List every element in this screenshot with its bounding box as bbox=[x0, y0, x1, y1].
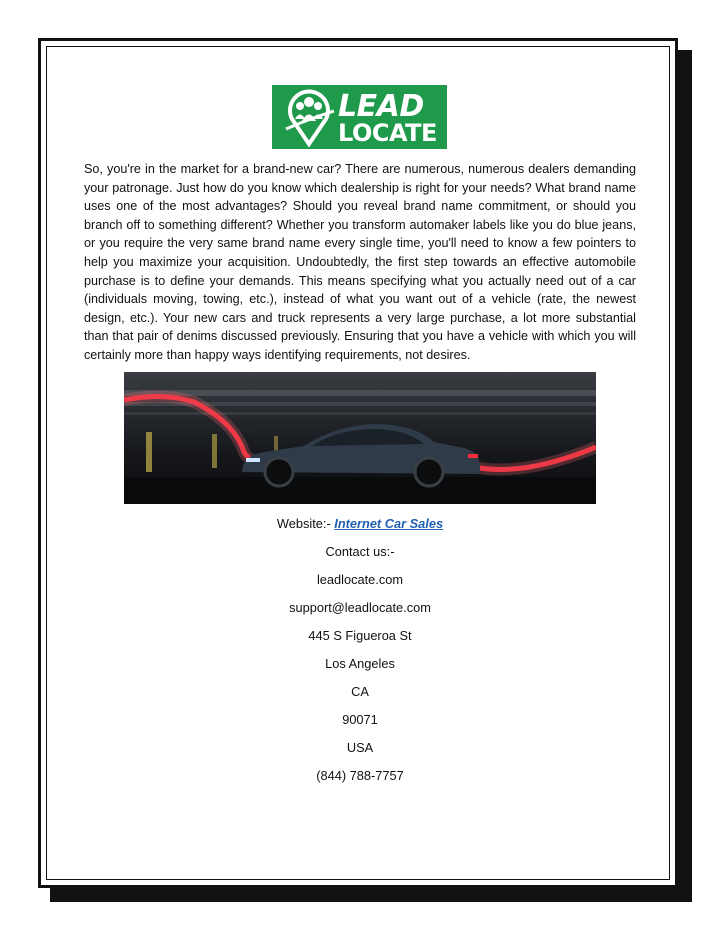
domain-text: leadlocate.com bbox=[316, 572, 404, 587]
car-illustration bbox=[124, 372, 596, 504]
location-pin-people-icon bbox=[280, 89, 338, 147]
logo-word-lead: LEAD bbox=[338, 89, 424, 124]
city-text: Los Angeles bbox=[325, 656, 395, 671]
email-text: support@leadlocate.com bbox=[289, 600, 431, 615]
internet-car-sales-link[interactable]: Internet Car Sales bbox=[334, 516, 444, 531]
street-text: 445 S Figueroa St bbox=[308, 628, 412, 643]
car-photo bbox=[124, 372, 596, 504]
lead-locate-logo bbox=[272, 85, 447, 149]
phone-text: (844) 788-7757 bbox=[316, 768, 404, 783]
article-paragraph: So, you're in the market for a brand-new car? There are numerous, numerous dealers demanding your patronage. Just how do you know which dealership is right for your needs? What brand name uses one of the most advantages? Should you reveal brand name commitment, or should you branch off to something different? Whether you transform automaker labels like you do blue jeans, or you require the very same brand name every single time, you'll need to know a few pointers to help you maximize your acquisition. Undoubtedly, the first step towards an effective automobile purchase is to define your demands. This means specifying what you actually need out of a car (individuals moving, towing, etc.), instead of what you want out of a vehicle (rate, the newest design, etc.). Your new cars and truck represents a very large purchase, a lot more substantial than that pair of denims discussed previously. Ensuring that you have a vehicle with which you will certainly more than happy ways identifying requirements, not desires. bbox=[84, 162, 636, 362]
zip-text: 90071 bbox=[342, 712, 378, 727]
state-text: CA bbox=[351, 684, 369, 699]
logo-word-locate: LOCATE bbox=[338, 119, 437, 147]
country-text: USA bbox=[346, 740, 374, 755]
website-label: Website:- bbox=[276, 516, 335, 531]
contact-us-label: Contact us:- bbox=[325, 544, 395, 559]
website-line bbox=[0, 516, 720, 531]
